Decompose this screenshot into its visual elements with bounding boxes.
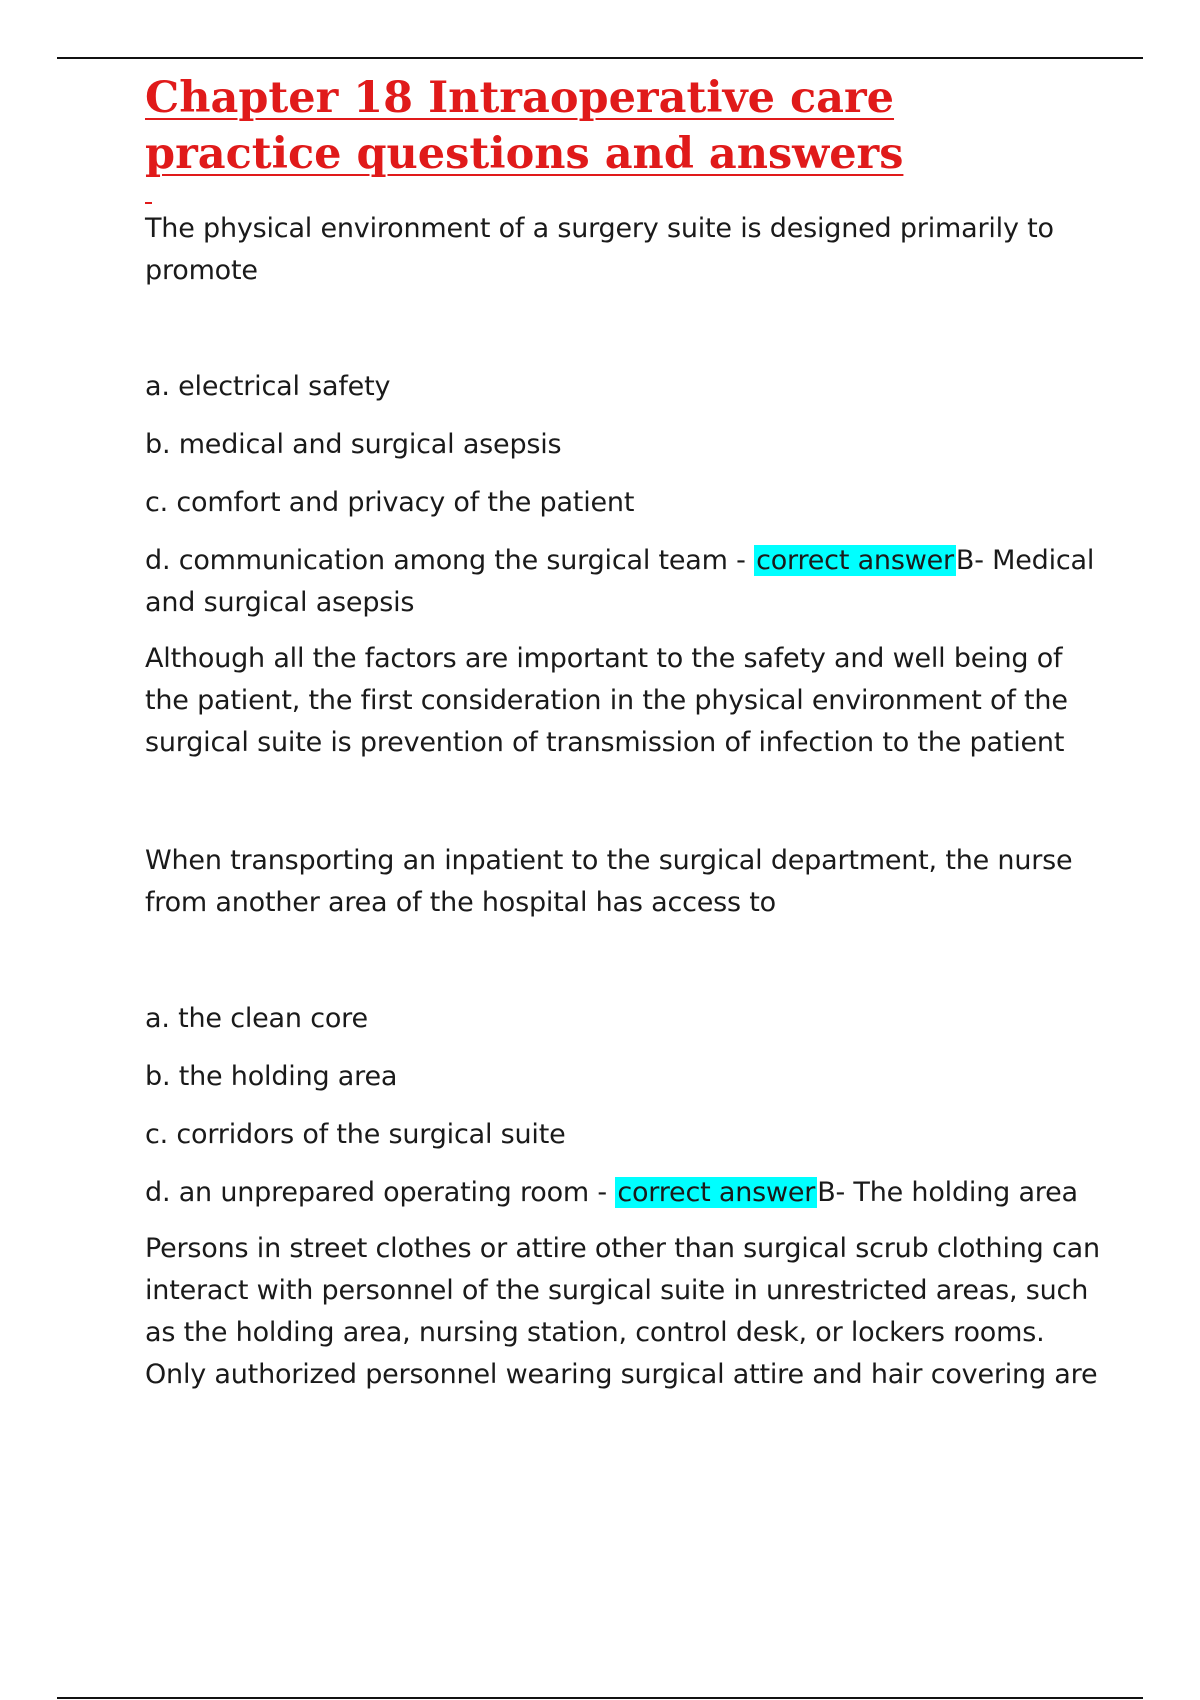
question-1-option-a: a. electrical safety [145,371,391,402]
question-2-rationale: Persons in street clothes or attire other than surgical scrub clothing can interact with personnel of the surgical suite in unrestricted areas, such as the holding area, nursing station, control desk, or lockers rooms. Only authorized personnel wearing surgical attire and hair covering are [145,1233,1100,1390]
question-2-answer: B- The holding area [817,1177,1078,1208]
question-1-option-d [145,540,1105,624]
correct-answer-highlight: correct answer [617,1177,816,1208]
correct-answer-highlight: correct answer [756,545,954,576]
document-page [145,70,1105,1396]
question-2-option-d-text: d. an unprepared operating room - [145,1177,616,1208]
header-rule [57,57,1143,59]
question-1-option-c: c. comfort and privacy of the patient [145,487,635,518]
title-underline-mark [145,202,152,204]
question-1-answer: B- Medical and surgical asepsis [145,545,1095,618]
question-1-stem: The physical environment of a surgery suite is designed primarily to promote [145,213,1054,286]
question-2-option-d [145,1172,1105,1214]
question-1-rationale: Although all the factors are important to the safety and well being of the patient, the first consideration in the physical environment of the surgical suite is prevention of transmission of infection to the patient [145,643,1068,758]
question-1-option-d-text: d. communication among the surgical team - [145,545,755,576]
question-2-option-a: a. the clean core [145,1003,368,1034]
document-title: Chapter 18 Intraoperative care practice questions and answers [145,73,904,179]
question-2-option-c: c. corridors of the surgical suite [145,1119,566,1150]
footer-rule [57,1697,1143,1699]
question-2-stem: When transporting an inpatient to the surgical department, the nurse from another area of the hospital has access to [145,845,1073,918]
question-2-option-b: b. the holding area [145,1061,398,1092]
question-1-option-b: b. medical and surgical asepsis [145,429,562,460]
